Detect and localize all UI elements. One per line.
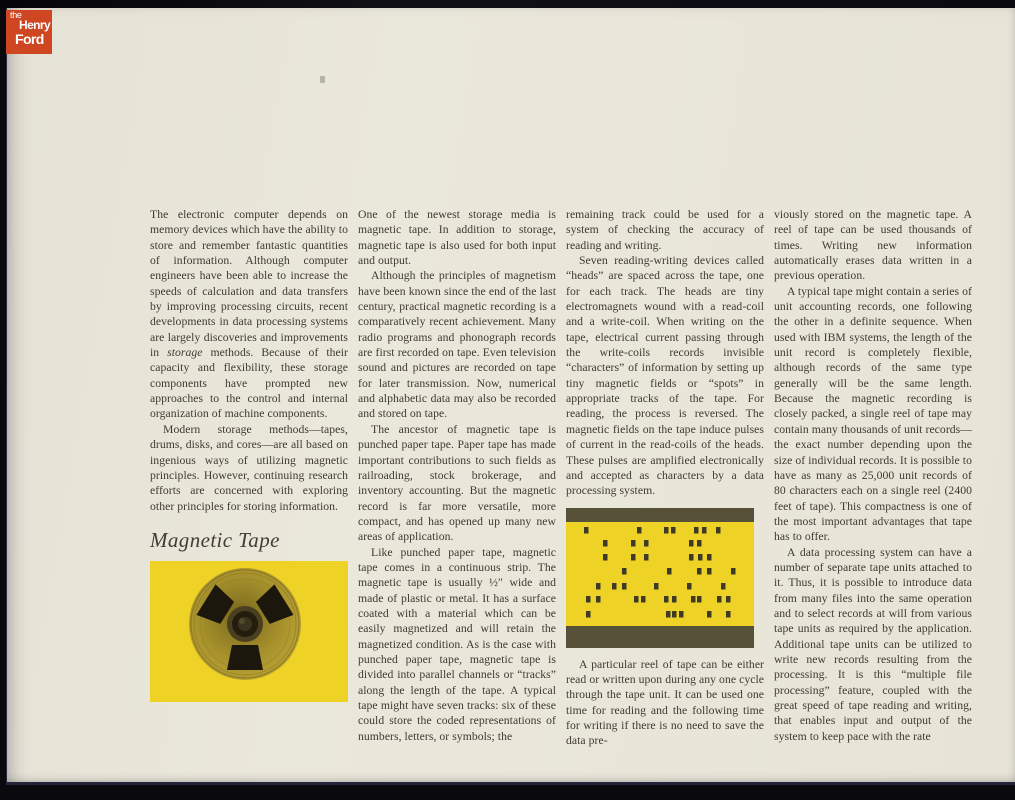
punched-tape-photo: [566, 508, 754, 648]
tape-reel-photo: [150, 561, 348, 702]
paragraph: Seven reading-writing devices called “heads” are spaced across the tape, one for each track. The heads are tiny electromagnets wound with a read-coil and a write-coil. When writing on the tape, electrical current passing through the write-coils records invisible “characters” of information by setting up tiny magnetic fields or “spots” in appropriate tracks of the tape. For reading, the process is reversed. The magnetic fields on the tape induce pulses of current in the read-coils of the heads. These pulses are amplified electronically and accepted as characters by a data processing system.: [566, 254, 764, 498]
henry-ford-logo: [6, 10, 52, 54]
paragraph: viously stored on the magnetic tape. A reel of tape can be used thousands of times. Writing new information automatically erases data written in a previous operation.: [774, 208, 972, 283]
paragraph: Modern storage methods—tapes, drums, disks, and cores—are all based on ingenious ways of utilizing magnetic principles. However, continuing research efforts are concerned with exploring other principles for storing information.: [150, 422, 348, 513]
paragraph-text: The electronic computer depends on memory devices which have the ability to store and remember fantastic quantities of information. Although computer engineers have been able to increase the speeds of calculation and data transfers by improving processing circuits, recent developments in data processing systems are largely discoveries and improvements in: [150, 208, 348, 360]
column-2: [358, 207, 556, 744]
scan-speck: [320, 76, 325, 83]
logo-ford: Ford: [15, 31, 44, 47]
paragraph: A data processing system can have a number of separate tape units attached to it. Thus, it is possible to introduce data from many files into the same operation and to select records at will from various tape units as required by the application. Additional tape units can be utilized to write new records resulting from the processing. It is this “multiple file processing” feature, coupled with the great speed of tape reading and writing, that enables input and output of the system to keep pace with the rate: [774, 545, 972, 743]
magnetic-tape-heading: Magnetic Tape: [150, 527, 280, 552]
paragraph: A typical tape might contain a series of unit accounting records, one following the other in a definite sequence. When used with IBM systems, the length of the unit record is completely flexible, although records of the same type generally will be the same length. Because the magnetic recording is closely packed, a single reel of tape may contain many thousands of unit records—the exact number depending upon the size of individual records. It is possible to have as many as 25,000 unit records of 80 characters each on a single reel (2400 feet of tape). This compactness is one of the most important advantages that tape has to offer.: [774, 284, 972, 544]
paragraph: Although the principles of magnetism have been known since the end of the last century, practical magnetic recording is a comparatively recent achievement. Many radio programs and phonograph records are first recorded on tape. Even television sound and pictures are recorded on tape for later transmission. Now, numerical and alphabetic data may also be recorded and stored on tape.: [358, 269, 556, 421]
logo-the: the: [10, 10, 22, 20]
paragraph: One of the newest storage media is magnetic tape. In addition to storage, magnetic tape is also used for both input and output.: [358, 208, 556, 268]
column-3: [566, 207, 764, 749]
paragraph: A particular reel of tape can be either read or written upon during any one cycle through the tape unit. It can be used one time for reading and the following time for writing if there is no need to save the data pre-: [566, 657, 764, 748]
paragraph-text: methods. Because of their capacity and flexibility, these storage components have prompted new approaches to the control and internal organization of machine components.: [150, 346, 348, 421]
tape-reel-illustration: [189, 568, 301, 680]
column-4: [774, 207, 972, 744]
italic-word-storage: storage: [167, 346, 203, 360]
paragraph: remaining track could be used for a system of checking the accuracy of reading and writing.: [566, 208, 764, 252]
logo-henry: Henry: [19, 18, 51, 32]
paragraph: [150, 207, 348, 422]
paragraph: Like punched paper tape, magnetic tape comes in a continuous strip. The magnetic tape is usually ½″ wide and made of plastic or metal. It has a surface coated with a material which can be easily magnetized and will retain the magnetized condition. As is the case with punched paper tape, magnetic tape is divided into parallel channels or “tracks” along the length of the tape. A typical tape might have seven tracks: six of these could store the coded representations of numbers, letters, or symbols; the: [358, 545, 556, 743]
column-1: [150, 207, 348, 702]
paragraph: The ancestor of magnetic tape is punched paper tape. Paper tape has made important contributions to such fields as railroading, stock brokerage, and inventory accounting. But the magnetic record is far more versatile, more compact, and has opened up many new areas of application.: [358, 422, 556, 544]
